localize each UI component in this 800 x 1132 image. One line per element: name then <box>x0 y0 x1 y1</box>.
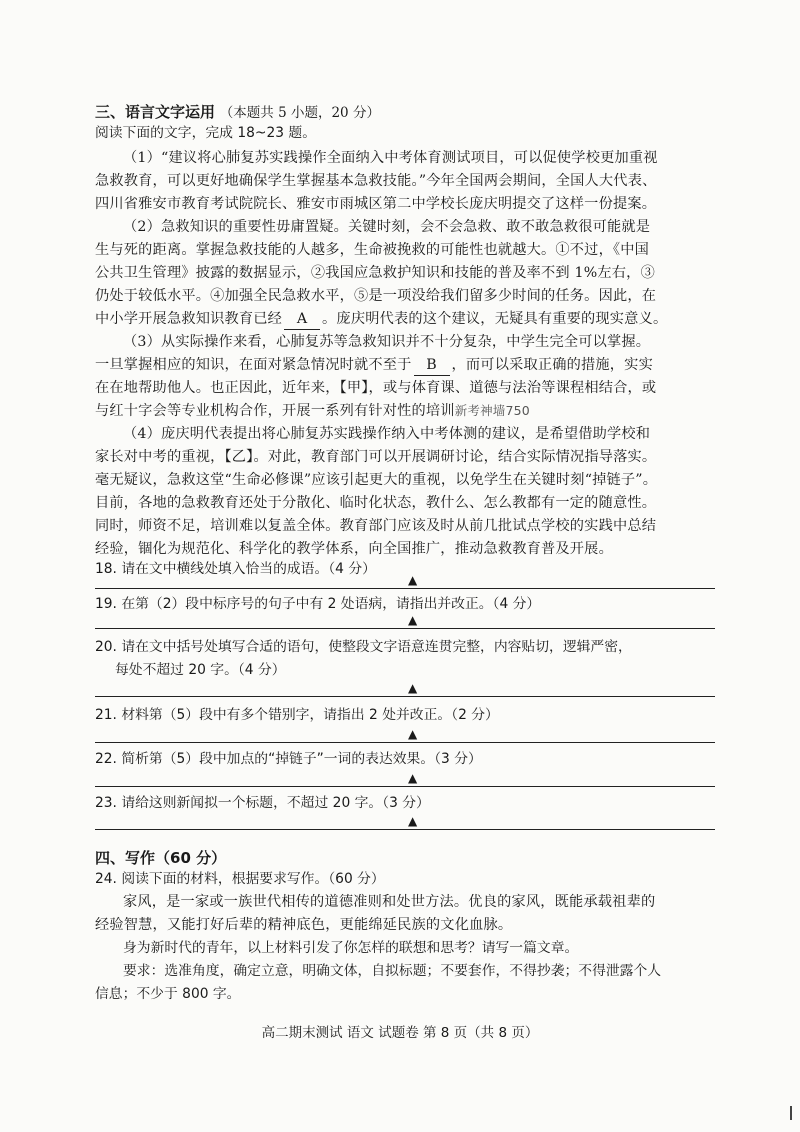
question-21: 21. 材料第（5）段中有多个错别字，请指出 2 处并改正。（2 分） <box>95 707 499 723</box>
answer-line <box>95 786 715 787</box>
watermark-text: 新考神墙750 <box>454 403 530 418</box>
question-19: 19. 在第（2）段中标序号的句子中有 2 处语病，请指出并改正。（4 分） <box>95 596 541 612</box>
passage-line: （4）庞庆明代表提出将心肺复苏实践操作纳入中考体测的建议，是希望借助学校和 <box>123 426 651 442</box>
requirement-line: 信息；不少于 800 字。 <box>95 986 241 1002</box>
passage-line: 家长对中考的重视，【乙】。对此，教育部门可以开展调研讨论，结合实际情况指导落实。 <box>95 449 657 465</box>
question-24: 24. 阅读下面的材料，根据要求写作。（60 分） <box>95 871 385 887</box>
question-20-line1: 20. 请在文中括号处填写合适的语句，使整段文字语意连贯完整，内容贴切，逻辑严密， <box>95 639 632 655</box>
answer-mark-icon: ▲ <box>408 814 418 828</box>
scan-mark <box>790 1106 792 1120</box>
passage-line: 目前，各地的急救教育还处于分散化、临时化状态，教什么、怎么教都有一定的随意性。 <box>95 495 657 511</box>
question-23: 23. 请给这则新闻拟一个标题，不超过 20 字。（3 分） <box>95 795 430 811</box>
passage-line <box>95 401 712 421</box>
passage-line <box>95 309 712 330</box>
passage-line: 四川省雅安市教育考试院院长、雅安市雨城区第二中学校长庞庆明提交了这样一份提案。 <box>95 196 657 212</box>
passage-line: 毫无疑议，急救这堂“生命必修课”应该引起更大的重视，以免学生在关键时刻“掉链子”。 <box>95 472 658 488</box>
material-line: 身为新时代的青年，以上材料引发了你怎样的联想和思考？请写一篇文章。 <box>123 940 579 956</box>
passage-line: 公共卫生管理》披露的数据显示，②我国应急救护知识和技能的普及率不到 1%左右，③ <box>95 265 655 281</box>
passage-line: 急救教育，可以更好地确保学生掌握基本急救技能。”今年全国两会期间，全国人大代表、 <box>95 173 657 189</box>
passage-line: （2）急救知识的重要性毋庸置疑。关键时刻，会不会急救、敢不敢急救很可能就是 <box>123 219 651 235</box>
answer-line <box>95 742 715 743</box>
section-three-title: 三、语言文字运用 <box>95 103 216 121</box>
passage-line: 同时，师资不足，培训难以复盖全体。教育部门应该及时从前几批试点学校的实践中总结 <box>95 518 657 534</box>
answer-mark-icon: ▲ <box>408 681 418 695</box>
passage-text: 一旦掌握相应的知识，在面对紧急情况时就不至于 <box>95 357 412 373</box>
answer-line <box>95 628 715 629</box>
section-three-instruction: 阅读下面的文字，完成 18~23 题。 <box>95 125 317 141</box>
question-20-line2: 每处不超过 20 字。（4 分） <box>115 662 286 678</box>
answer-mark-icon: ▲ <box>408 613 418 627</box>
answer-mark-icon: ▲ <box>408 771 418 785</box>
material-line: 家风，是一家或一族世代相传的道德准则和处世方法。优良的家风，既能承载祖辈的 <box>123 894 656 910</box>
passage-line: 仍处于较低水平。④加强全民急救水平，⑤是一项没给我们留多少时间的任务。因此，在 <box>95 288 657 304</box>
section-four-title: 四、写作（60 分） <box>95 849 227 867</box>
section-three-note: （本题共 5 小题，20 分） <box>219 105 380 121</box>
passage-line: （3）从实际操作来看，心肺复苏等急救知识并不十分复杂，中学生完全可以掌握。 <box>123 334 651 350</box>
page-footer: 高二期末测试 语文 试题卷 第 8 页（共 8 页） <box>261 1025 539 1041</box>
passage-line: 在在地帮助他人。也正因此，近年来，【甲】，或与体育课、道德与法治等课程相结合，或 <box>95 380 657 396</box>
passage-text: 中小学开展急救知识教育已经 <box>95 311 283 327</box>
requirement-line: 要求：选准角度，确定立意，明确文体，自拟标题；不要套作，不得抄袭；不得泄露个人 <box>123 963 662 979</box>
section-three-heading <box>95 101 380 122</box>
answer-line <box>95 588 715 589</box>
question-18: 18. 请在文中横线处填入恰当的成语。（4 分） <box>95 561 376 577</box>
passage-text: 。庞庆明代表的这个建议，无疑具有重要的现实意义。 <box>322 311 668 327</box>
passage-line: 经验，锢化为规范化、科学化的教学体系，向全国推广，推动急救教育普及开展。 <box>95 541 613 557</box>
passage-line: 生与死的距离。掌握急救技能的人越多，生命被挽救的可能性也就越大。①不过，《中国 <box>95 242 650 258</box>
answer-mark-icon: ▲ <box>408 573 418 587</box>
section-four-heading <box>95 847 226 868</box>
passage-line <box>95 355 712 376</box>
passage-line: （1）“建议将心肺复苏实践操作全面纳入中考体育测试项目，可以促使学校更加重视 <box>123 150 658 166</box>
answer-line <box>95 829 715 830</box>
question-22: 22. 简析第（5）段中加点的“掉链子”一词的表达效果。（3 分） <box>95 751 482 767</box>
blank-a: A <box>284 309 320 330</box>
passage-text: 与红十字会等专业机构合作，开展一系列有针对性的培训 <box>95 403 455 419</box>
answer-mark-icon: ▲ <box>408 727 418 741</box>
blank-b: B <box>414 355 450 376</box>
passage-text: ，而可以采取正确的措施，实实 <box>451 357 653 373</box>
material-line: 经验智慧，又能打好后辈的精神底色，更能绵延民族的文化血脉。 <box>95 917 513 933</box>
answer-line <box>95 696 715 697</box>
